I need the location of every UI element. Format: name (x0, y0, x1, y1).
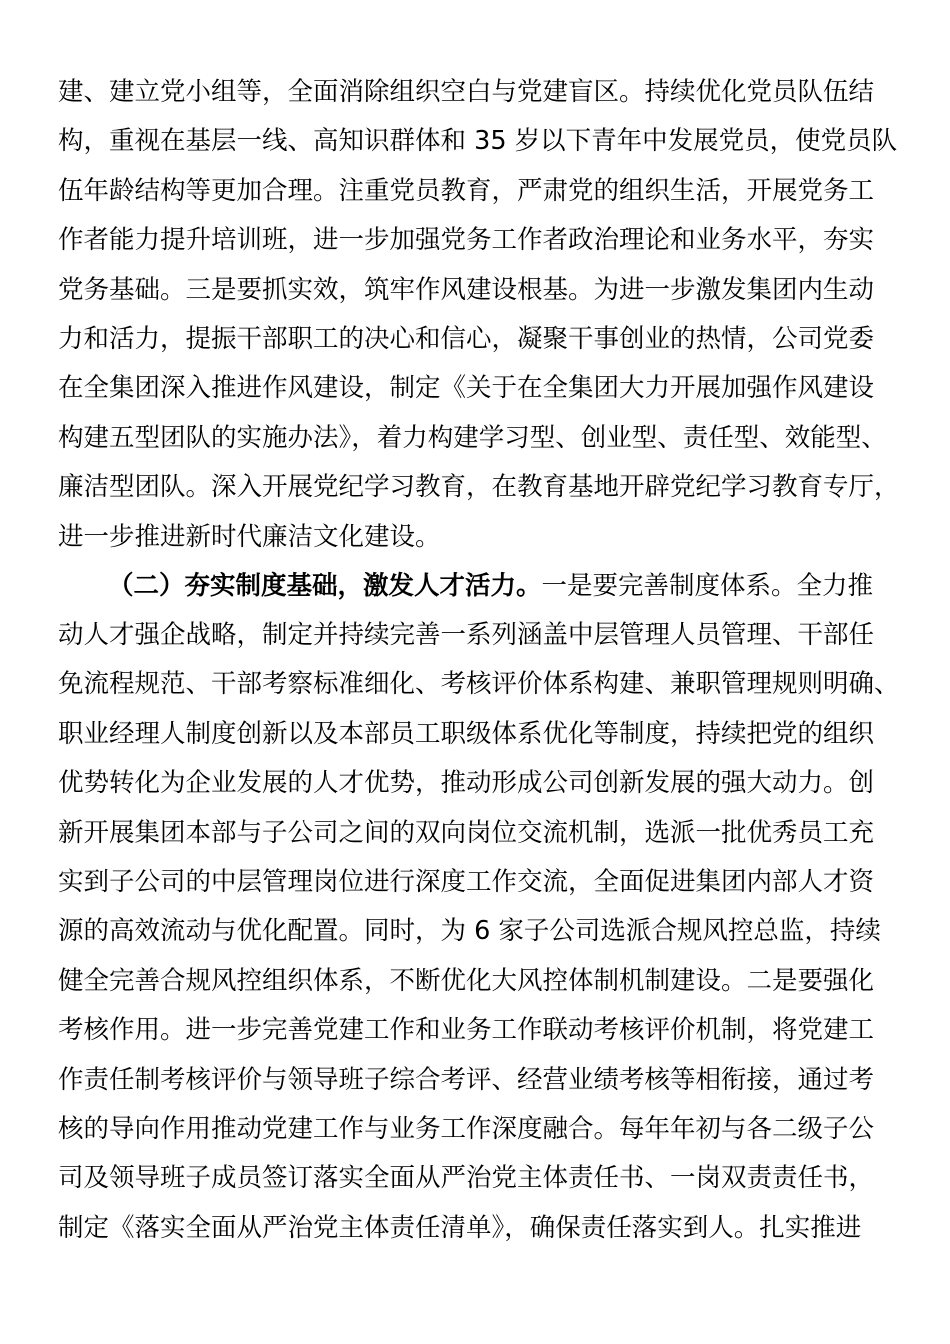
section-2-heading: （二）夯实制度基础，激发人才活力。 (108, 571, 542, 601)
text-line: 免流程规范、干部考察标准细化、考核评价体系构建、兼职管理规则明确、 (58, 669, 900, 700)
text-line: 制定《落实全面从严治党主体责任清单》，确保责任落实到人。扎实推进 (58, 1212, 862, 1243)
text-line: 力和活力，提振干部职工的决心和信心，凝聚干事创业的热情，公司党委 (58, 324, 875, 354)
text-line: 构，重视在基层一线、高知识群体和 35 岁以下青年中发展党员，使党员队 (58, 126, 898, 157)
section-2-first-line (108, 561, 950, 611)
text-line: 建、建立党小组等，全面消除组织空白与党建盲区。持续优化党员队伍结 (58, 77, 875, 107)
text-line: 动人才强企战略，制定并持续完善一系列涵盖中层管理人员管理、干部任 (58, 620, 875, 650)
text-line: 作者能力提升培训班，进一步加强党务工作者政治理论和业务水平，夯实 (58, 225, 875, 256)
text-line: 职业经理人制度创新以及本部员工职级体系优化等制度，持续把党的组织 (58, 718, 875, 749)
text-line: 新开展集团本部与子公司之间的双向岗位交流机制，选派一批优秀员工充 (58, 817, 875, 848)
section-2-first-line-text: 一是要完善制度体系。全力推 (541, 571, 874, 601)
text-line: 优势转化为企业发展的人才优势，推动形成公司创新发展的强大动力。创 (58, 768, 875, 799)
text-line: 司及领导班子成员签订落实全面从严治党主体责任书、一岗双责责任书， (58, 1163, 875, 1194)
text-line: 构建五型团队的实施办法》，着力构建学习型、创业型、责任型、效能型、 (58, 422, 887, 453)
text-line: 党务基础。三是要抓实效，筑牢作风建设根基。为进一步激发集团内生动 (58, 274, 875, 305)
text-line: 廉洁型团队。深入开展党纪学习教育，在教育基地开辟党纪学习教育专厅， (58, 472, 900, 503)
text-line: 源的高效流动与优化配置。同时，为 6 家子公司选派合规风控总监，持续 (58, 916, 881, 947)
text-line: 进一步推进新时代廉洁文化建设。 (58, 521, 441, 552)
text-line: 核的导向作用推动党建工作与业务工作深度融合。每年年初与各二级子公 (58, 1114, 875, 1144)
text-line: 健全完善合规风控组织体系，不断优化大风控体制机制建设。二是要强化 (58, 965, 875, 996)
text-line: 作责任制考核评价与领导班子综合考评、经营业绩考核等相衔接，通过考 (58, 1064, 875, 1095)
text-line: 在全集团深入推进作风建设，制定《关于在全集团大力开展加强作风建设 (58, 373, 875, 404)
text-line: 伍年龄结构等更加合理。注重党员教育，严肃党的组织生活，开展党务工 (58, 175, 875, 206)
text-line: 考核作用。进一步完善党建工作和业务工作联动考核评价机制，将党建工 (58, 1015, 875, 1046)
text-line: 实到子公司的中层管理岗位进行深度工作交流，全面促进集团内部人才资 (58, 867, 875, 897)
